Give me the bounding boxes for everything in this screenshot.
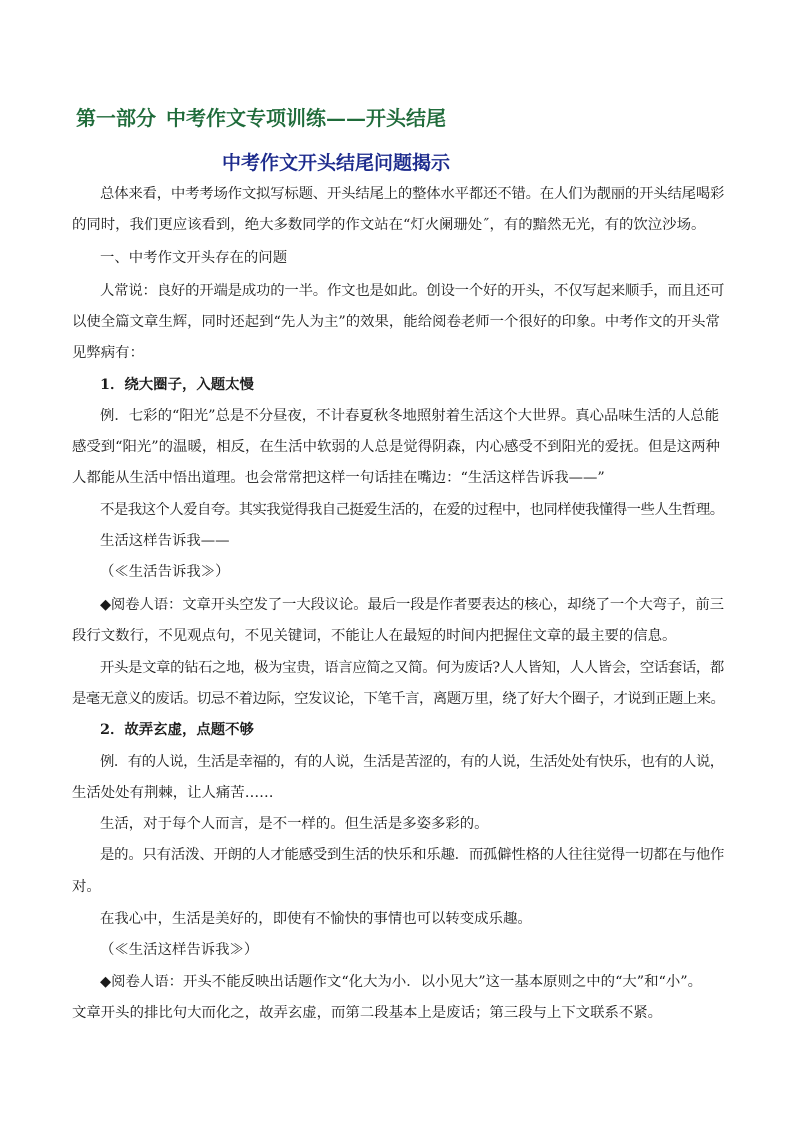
- part-label: 第一部分: [76, 106, 156, 130]
- citation: （≪生活这样告诉我≫）: [100, 942, 259, 958]
- paragraph-line: 例．七彩的“阳光”总是不分昼夜，不计春夏秋冬地照射着生活这个大世界。真心品味生活的人总能: [100, 408, 720, 424]
- paragraph-line: 生活这样告诉我——: [100, 533, 230, 549]
- part-topic: 中考作文专项训练——开头结尾: [166, 106, 446, 130]
- paragraph-line: 以使全篇文章生辉，同时还起到“先人为主”的效果，能给阅卷老师一个很好的印象。中考作文的开头常: [72, 314, 720, 330]
- paragraph-line: 不是我这个人爱自夸。其实我觉得我自己挺爱生活的，在爱的过程中，也同样使我懂得一些人生哲理。: [100, 502, 724, 518]
- paragraph-line: 是的。只有活泼、开朗的人才能感受到生活的快乐和乐趣．而孤僻性格的人往往觉得一切都在与他作: [100, 847, 725, 863]
- citation: （≪生活告诉我≫）: [100, 564, 230, 580]
- article-title: 中考作文开头结尾问题揭示: [222, 152, 451, 174]
- section-heading: 一、中考作文开头存在的问题: [100, 250, 288, 266]
- paragraph-line: 人都能从生活中悟出道理。也会常常把这样一句话挂在嘴边：“生活这样告诉我——”: [72, 470, 605, 486]
- paragraph-line: 例．有的人说，生活是幸福的，有的人说，生活是苦涩的，有的人说，生活处处有快乐，也有的人说，: [100, 754, 724, 770]
- paragraph-line: 对。: [72, 879, 101, 895]
- subsection-heading: 2．故弄玄虚，点题不够: [100, 721, 254, 738]
- paragraph-line: 生活处处有荆棘，让人痛苦……: [72, 785, 274, 801]
- paragraph-line: 开头是文章的钻石之地，极为宝贵，语言应简之又简。何为废话?人人皆知，人人皆会，空话套话，都: [100, 660, 724, 676]
- paragraph-line: 感受到“阳光”的温暖，相反，在生活中软弱的人总是觉得阴森，内心感受不到阳光的爱抚。但是这两种: [72, 439, 720, 455]
- paragraph-line: 是毫无意义的废话。切忌不着边际，空发议论，下笔千言，离题万里，绕了好大个圈子，才说到正题上来。: [72, 691, 725, 707]
- reviewer-comment: ◆阅卷人语：开头不能反映出话题作文“化大为小．以小见大”这一基本原则之中的“大”和“小”。: [100, 974, 703, 990]
- subsection-heading: 1．绕大圈子，入题太慢: [100, 376, 254, 393]
- paragraph-line: 生活，对于每个人而言，是不一样的。但生活是多姿多彩的。: [100, 816, 489, 832]
- paragraph-line: 见弊病有：: [72, 345, 144, 361]
- paragraph-line: 总体来看，中考考场作文拟写标题、开头结尾上的整体水平都还不错。在人们为靓丽的开头结尾喝彩: [100, 186, 725, 202]
- reviewer-comment: ◆阅卷人语：文章开头空发了一大段议论。最后一段是作者要表达的核心，却绕了一个大弯子，前三: [100, 597, 724, 613]
- paragraph-line: 的同时，我们更应该看到，绝大多数同学的作文站在“灯火阑珊处˝，有的黯然无光，有的饮泣沙场。: [72, 217, 706, 233]
- paragraph-line: 段行文数行，不见观点句，不见关键词，不能让人在最短的时间内把握住文章的最主要的信息。: [72, 628, 677, 644]
- paragraph-line: 人常说：良好的开端是成功的一半。作文也是如此。创设一个好的开头，不仅写起来顺手，而且还可: [100, 283, 725, 299]
- paragraph-line: 在我心中，生活是美好的，即使有不愉快的事情也可以转变成乐趣。: [100, 911, 532, 927]
- part-heading: [76, 102, 446, 131]
- paragraph-line: 文章开头的排比句大而化之，故弄玄虚，而第二段基本上是废话；第三段与上下文联系不紧。: [72, 1005, 663, 1021]
